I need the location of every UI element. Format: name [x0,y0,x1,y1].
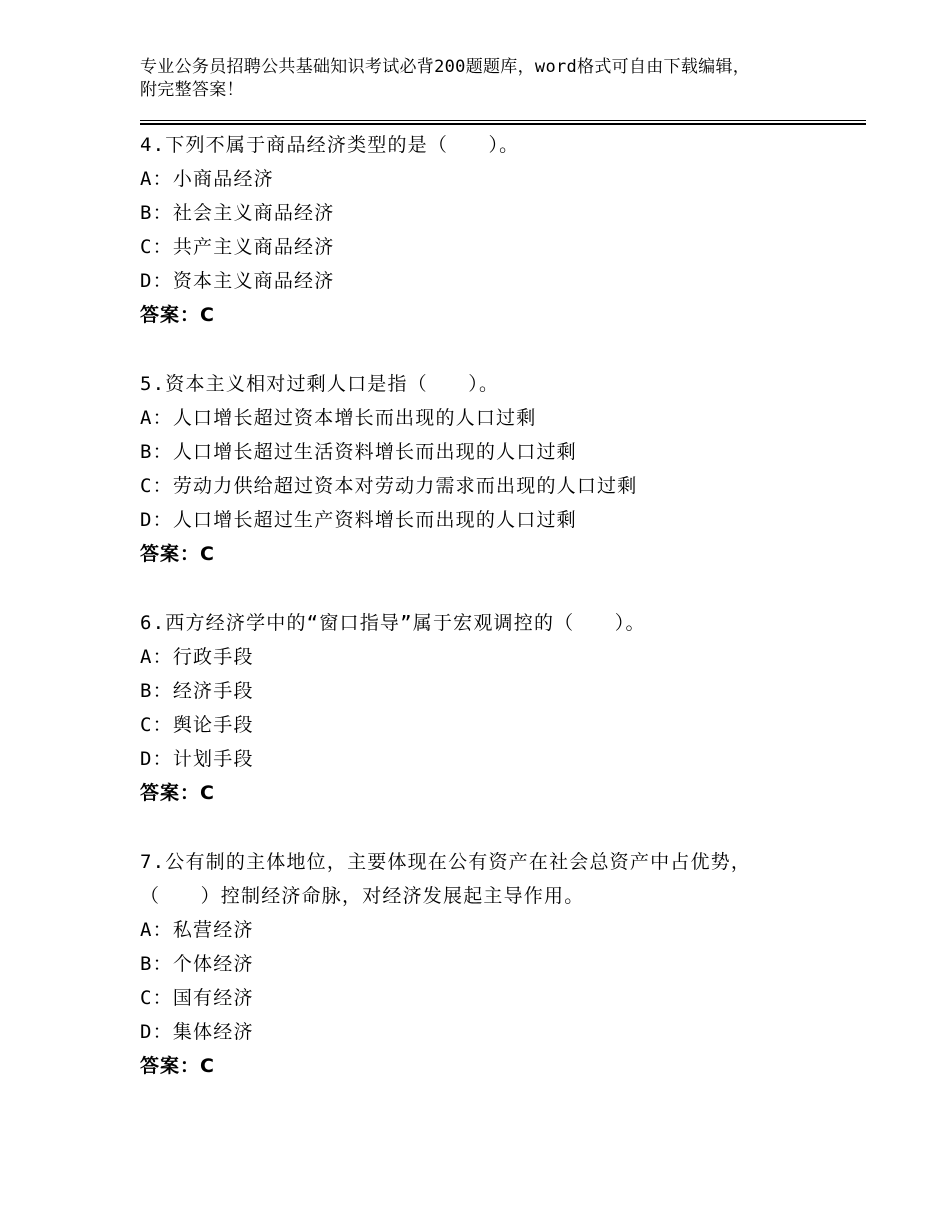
option-a: A：小商品经济 [140,168,274,190]
option-d: D：人口增长超过生产资料增长而出现的人口过剩 [140,509,577,531]
header-line-2: 附完整答案！ [140,80,244,100]
question-stem: 4.下列不属于商品经济类型的是（ ）。 [140,134,520,156]
option-a: A：私营经济 [140,919,254,941]
question-list [140,128,840,1083]
option-d: D：集体经济 [140,1021,254,1043]
option-c: C：国有经济 [140,987,254,1009]
question-7 [140,845,840,1083]
answer-label: 答案：C [140,782,215,804]
option-d: D：资本主义商品经济 [140,270,335,292]
option-b: B：个体经济 [140,953,254,975]
header-line-1: 专业公务员招聘公共基础知识考试必背200题题库，word格式可自由下载编辑， [140,57,751,77]
document-header [140,56,840,102]
option-b: B：经济手段 [140,680,254,702]
question-stem: 5.资本主义相对过剩人口是指（ ）。 [140,373,500,395]
option-d: D：计划手段 [140,748,254,770]
header-divider [140,120,866,125]
option-b: B：社会主义商品经济 [140,202,335,224]
answer-label: 答案：C [140,543,215,565]
option-a: A：人口增长超过资本增长而出现的人口过剩 [140,407,537,429]
header-divider-thin [140,120,866,121]
question-4 [140,128,840,332]
answer-label: 答案：C [140,304,215,326]
option-c: C：舆论手段 [140,714,254,736]
answer-label: 答案：C [140,1055,215,1077]
question-stem: 6.西方经济学中的“窗口指导”属于宏观调控的（ ）。 [140,612,646,634]
question-6 [140,606,840,810]
option-a: A：行政手段 [140,646,254,668]
header-divider-thick [140,123,866,125]
option-b: B：人口增长超过生活资料增长而出现的人口过剩 [140,441,577,463]
question-5 [140,367,840,571]
question-stem-continued: （ ）控制经济命脉，对经济发展起主导作用。 [140,885,585,907]
question-stem: 7.公有制的主体地位，主要体现在公有资产在社会总资产中占优势， [140,851,752,873]
option-c: C：劳动力供给超过资本对劳动力需求而出现的人口过剩 [140,475,638,497]
option-c: C：共产主义商品经济 [140,236,335,258]
